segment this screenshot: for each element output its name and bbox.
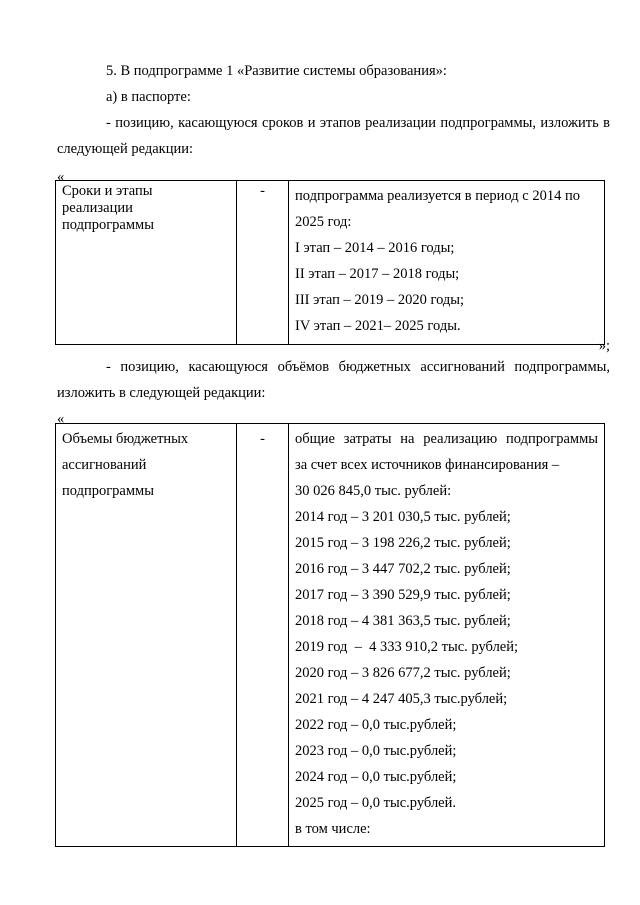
value-line: 2015 год – 3 198 226,2 тыс. рублей; <box>295 535 511 551</box>
label-line: реализации <box>62 200 133 216</box>
value-line: 2025 год – 0,0 тыс.рублей. <box>295 795 457 811</box>
value-line: 2025 год: <box>295 214 352 230</box>
table-value-cell <box>289 181 605 345</box>
close-quote-1: »; <box>598 338 610 354</box>
value-line: 2019 год – 4 333 910,2 тыс. рублей; <box>295 639 519 655</box>
table-label-cell <box>56 181 237 345</box>
table-dash-cell: - <box>237 181 289 345</box>
value-line: IV этап – 2021– 2025 годы. <box>295 318 461 334</box>
value-line: I этап – 2014 – 2016 годы; <box>295 240 455 256</box>
value-line: 2018 год – 4 381 363,5 тыс. рублей; <box>295 613 511 629</box>
value-line: общие затраты на реализацию подпрограммы <box>295 431 598 447</box>
value-line: 2016 год – 3 447 702,2 тыс. рублей; <box>295 561 511 577</box>
table-value-cell <box>289 424 605 847</box>
value-line: в том числе: <box>295 821 371 837</box>
value-line: 30 026 845,0 тыс. рублей: <box>295 483 452 499</box>
table-row <box>56 424 605 847</box>
value-line: 2022 год – 0,0 тыс.рублей; <box>295 717 457 733</box>
open-quote-2: « <box>57 411 65 427</box>
paragraph-terms-stages: - позицию, касающуюся сроков и этапов реализации подпрограммы, изложить в следующей редакции: <box>57 115 610 157</box>
open-quote-1: « <box>57 169 65 185</box>
value-line: 2017 год – 3 390 529,9 тыс. рублей; <box>295 587 511 603</box>
subsection-a: а) в паспорте: <box>106 89 191 105</box>
label-line: ассигнований <box>62 457 147 473</box>
section-title: 5. В подпрограмме 1 «Развитие системы образования»: <box>106 63 447 79</box>
value-line: за счет всех источников финансирования – <box>295 457 560 473</box>
table-row <box>56 181 605 345</box>
value-line: подпрограмма реализуется в период с 2014 по <box>295 188 580 204</box>
table-label-cell <box>56 424 237 847</box>
label-line: подпрограммы <box>62 217 154 233</box>
table-budget <box>55 423 605 847</box>
table-terms-stages <box>55 180 605 345</box>
label-line: Объемы бюджетных <box>62 431 189 447</box>
value-line: 2021 год – 4 247 405,3 тыс.рублей; <box>295 691 508 707</box>
value-line: II этап – 2017 – 2018 годы; <box>295 266 460 282</box>
label-line: Сроки и этапы <box>62 183 153 199</box>
table-dash-cell: - <box>237 424 289 847</box>
value-line: 2023 год – 0,0 тыс.рублей; <box>295 743 457 759</box>
value-line: III этап – 2019 – 2020 годы; <box>295 292 465 308</box>
paragraph-budget: - позицию, касающуюся объёмов бюджетных ассигнований подпрограммы, изложить в следующей редакции: <box>57 359 610 401</box>
value-line: 2024 год – 0,0 тыс.рублей; <box>295 769 457 785</box>
value-line: 2014 год – 3 201 030,5 тыс. рублей; <box>295 509 511 525</box>
value-line: 2020 год – 3 826 677,2 тыс. рублей; <box>295 665 511 681</box>
label-line: подпрограммы <box>62 483 154 499</box>
